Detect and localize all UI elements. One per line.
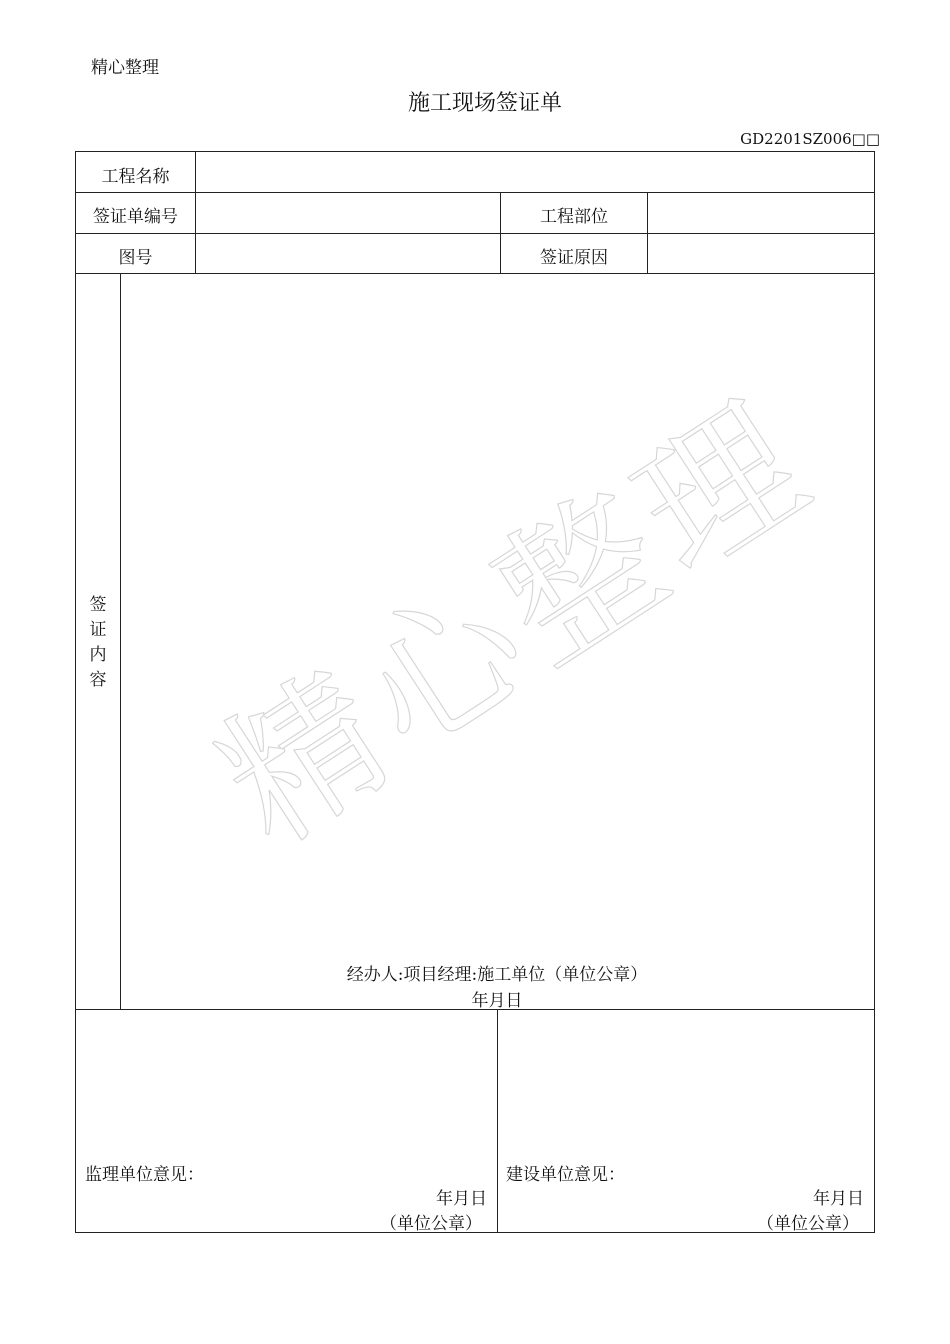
owner-seal: （单位公章） [757,1214,859,1234]
column-divider [120,273,121,1009]
supervision-opinion-label: 监理单位意见： [85,1165,204,1185]
document-title: 施工现场签证单 [407,91,562,116]
owner-date: 年月日 [813,1189,864,1209]
project-name-label: 工程名称 [101,167,170,187]
content-label-char: 证 [89,620,107,640]
owner-opinion-label: 建设单位意见： [506,1165,625,1185]
project-part-label: 工程部位 [540,207,608,227]
drawing-number-label: 图号 [118,248,153,268]
watermark: 精心整理 [190,365,843,878]
visa-content-label [76,593,120,693]
content-label-char: 签 [89,595,107,615]
content-label-char: 容 [89,670,107,690]
supervision-seal: （单位公章） [380,1214,482,1234]
visa-number-label: 签证单编号 [93,207,178,227]
signature-line: 经办人:项目经理:施工单位（单位公章） [346,965,648,985]
header-note: 精心整理 [91,58,159,78]
document-code: GD2201SZ006□□ [740,130,880,148]
signature-date: 年月日 [471,991,523,1011]
supervision-date: 年月日 [436,1189,487,1209]
visa-reason-label: 签证原因 [540,248,608,268]
row-divider [76,273,874,274]
content-label-char: 内 [89,645,107,665]
visa-form [75,151,875,1233]
column-divider [195,152,196,273]
column-divider [647,192,648,273]
